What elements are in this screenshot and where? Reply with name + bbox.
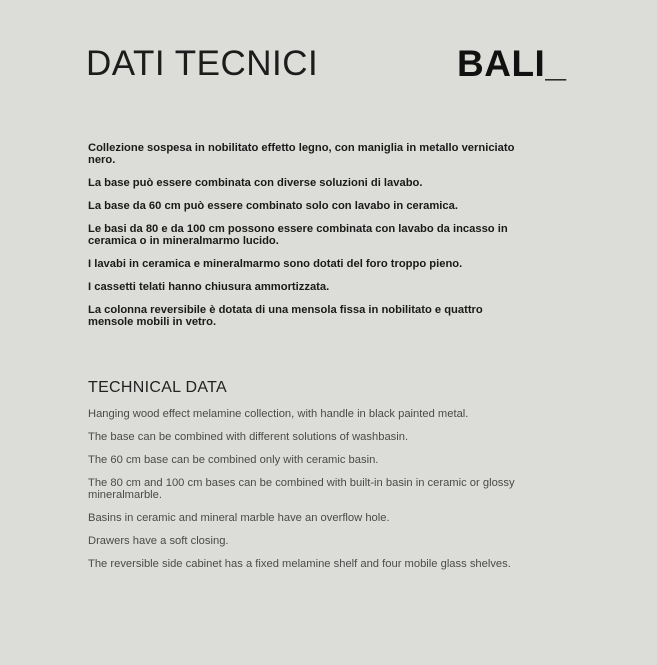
english-paragraph: Hanging wood effect melamine collection, with handle in black painted metal. (88, 408, 469, 420)
english-paragraph: Drawers have a soft closing. (88, 535, 229, 547)
italian-paragraph: Collezione sospesa in nobilitato effetto legno, con maniglia in metallo verniciato nero. (88, 142, 515, 166)
brand-name: BALI_ (457, 43, 567, 84)
italian-paragraph: Le basi da 80 e da 100 cm possono essere combinata con lavabo da incasso in ceramica o in mineralmarmo lucido. (88, 223, 508, 247)
english-paragraph: The 60 cm base can be combined only with ceramic basin. (88, 454, 379, 466)
english-paragraph: The reversible side cabinet has a fixed melamine shelf and four mobile glass shelves. (88, 558, 511, 570)
italian-paragraph: La colonna reversibile è dotata di una mensola fissa in nobilitato e quattro mensole mobili in vetro. (88, 304, 483, 328)
italian-technical-data (88, 142, 528, 339)
page-title: DATI TECNICI (86, 44, 319, 83)
english-paragraph: The base can be combined with different solutions of washbasin. (88, 431, 409, 443)
italian-paragraph: I cassetti telati hanno chiusura ammortizzata. (88, 281, 330, 293)
italian-paragraph: I lavabi in ceramica e mineralmarmo sono dotati del foro troppo pieno. (88, 258, 463, 270)
english-technical-data (88, 408, 528, 581)
english-paragraph: The 80 cm and 100 cm bases can be combined with built-in basin in ceramic or glossy mineralmarble. (88, 477, 515, 501)
section-heading-technical-data: TECHNICAL DATA (88, 379, 228, 396)
italian-paragraph: La base può essere combinata con diverse soluzioni di lavabo. (88, 177, 423, 189)
english-paragraph: Basins in ceramic and mineral marble have an overflow hole. (88, 512, 390, 524)
italian-paragraph: La base da 60 cm può essere combinato solo con lavabo in ceramica. (88, 200, 458, 212)
